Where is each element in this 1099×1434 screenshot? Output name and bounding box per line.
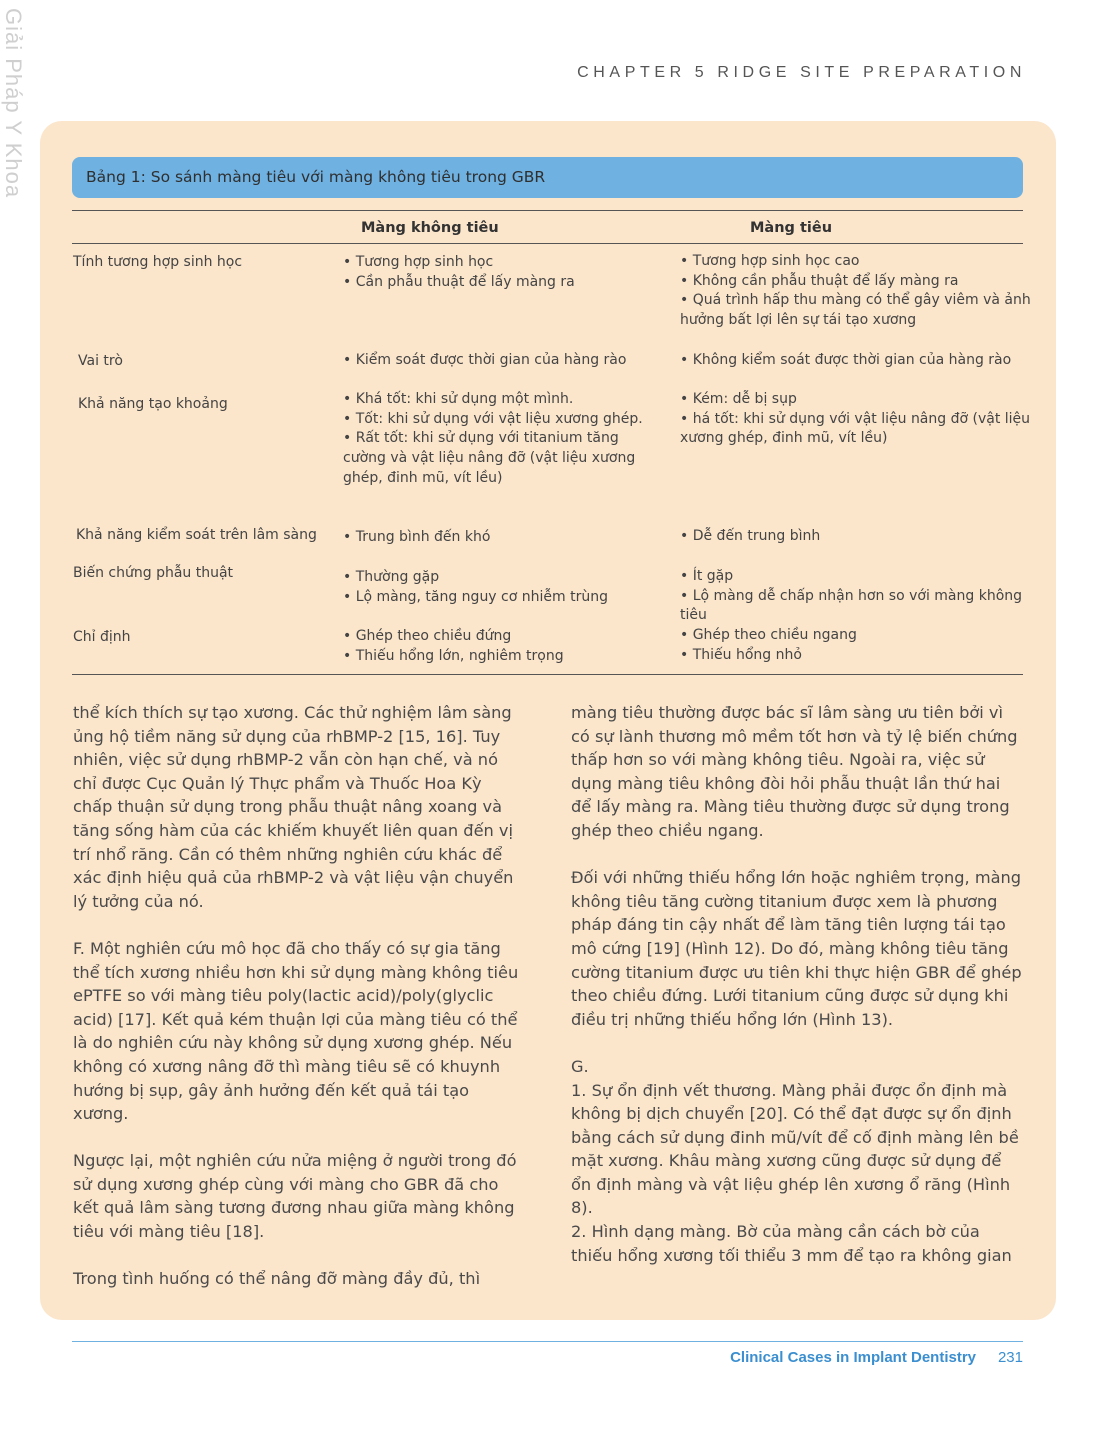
list-item: • Cần phẫu thuật để lấy màng ra: [343, 273, 575, 290]
row-clinical-handling-nonresorbable: [343, 528, 663, 548]
row-biocompatibility-resorbable: [680, 252, 1035, 331]
row-label-clinical-handling: Khả năng kiểm soát trên lâm sàng: [76, 527, 317, 543]
row-complications-resorbable: [680, 567, 1035, 626]
footer-rule: [72, 1341, 1023, 1342]
list-item: • Tương hợp sinh học: [343, 254, 494, 270]
list-item: • Quá trình hấp thu màng có thể gây viêm và ảnh hưởng bất lợi lên sự tái tạo xương: [680, 292, 1031, 329]
table-caption: Bảng 1: So sánh màng tiêu với màng không tiêu trong GBR: [86, 168, 546, 186]
row-label-biocompatibility: Tính tương hợp sinh học: [73, 254, 243, 270]
row-label-indication: Chỉ định: [73, 629, 131, 645]
body-paragraph: G.: [571, 1056, 589, 1076]
watermark-text: Giải Pháp Y Khoa: [1, 8, 26, 199]
list-item: • Kém: dễ bị sụp: [680, 391, 797, 407]
body-paragraph: Trong tình huống có thể nâng đỡ màng đầy đủ, thì: [73, 1269, 481, 1289]
running-head: CHAPTER 5 RIDGE SITE PREPARATION: [577, 64, 1026, 81]
row-complications-nonresorbable: [343, 568, 663, 607]
table-header-rule: [72, 243, 1023, 244]
list-item: • Ít gặp: [680, 568, 734, 584]
list-item: • Không cần phẫu thuật để lấy màng ra: [680, 272, 959, 289]
list-item: • Kiểm soát được thời gian của hàng rào: [343, 352, 627, 368]
row-label-role: Vai trò: [78, 353, 123, 369]
list-item: • Dễ đến trung bình: [680, 528, 821, 544]
body-paragraph: màng tiêu thường được bác sĩ lâm sàng ưu tiên bởi vì có sự lành thương mô mềm tốt hơn và tỷ lệ biến chứng thấp hơn so với màng không tiêu. Ngoài ra, việc sử dụng màng tiêu không đòi hỏi phẫu thuật lần thứ hai để lấy màng ra. Màng tiêu thường được sử dụng trong ghép theo chiều ngang.: [571, 703, 1018, 840]
body-column-right: [571, 701, 1023, 1267]
list-item: • Tốt: khi sử dụng với vật liệu xương ghép.: [343, 410, 643, 427]
list-item: • Thiếu hổng nhỏ: [680, 646, 802, 663]
list-item: • Trung bình đến khó: [343, 529, 491, 545]
body-paragraph: 1. Sự ổn định vết thương. Màng phải được ổn định mà không bị dịch chuyển [20]. Có thể đạt được sự ổn định bằng cách sử dụng đinh mũ/vít để cố định màng lên bề mặt xương. Khâu màng xương cũng được sử dụng để ổn định màng và vật liệu ghép lên xương ổ răng (Hình 8).: [571, 1080, 1019, 1218]
list-item: • Khá tốt: khi sử dụng một mình.: [343, 391, 574, 407]
row-biocompatibility-nonresorbable: [343, 253, 663, 292]
row-role-resorbable: [680, 351, 1035, 371]
row-space-making-nonresorbable: [343, 390, 663, 489]
list-item: • Thiếu hổng lớn, nghiêm trọng: [343, 647, 564, 664]
list-item: • há tốt: khi sử dụng với vật liệu nâng đỡ (vật liệu xương ghép, đinh mũ, vít lều): [680, 410, 1031, 447]
row-role-nonresorbable: [343, 351, 663, 371]
footer-book-title: Clinical Cases in Implant Dentistry: [730, 1349, 976, 1366]
body-paragraph: thể kích thích sự tạo xương. Các thử nghiệm lâm sàng ủng hộ tiềm năng sử dụng của rhBMP-2 [15, 16]. Tuy nhiên, việc sử dụng rhBMP-2 vẫn còn hạn chế, và nó chỉ được Cục Quản lý Thực phẩm và Thuốc Hoa Kỳ chấp thuận sử dụng trong phẫu thuật nâng xoang và tăng sống hàm của các khiếm khuyết liên quan đến vị trí nhổ răng. Cần có thêm những nghiên cứu khác để xác định hiệu quả của rhBMP-2 và vật liệu vận chuyển lý tưởng của nó.: [73, 703, 514, 911]
list-item: • Ghép theo chiều đứng: [343, 628, 512, 644]
list-item: • Lộ màng, tăng nguy cơ nhiễm trùng: [343, 588, 608, 605]
row-space-making-resorbable: [680, 390, 1035, 449]
list-item: • Thường gặp: [343, 569, 440, 585]
body-paragraph: F. Một nghiên cứu mô học đã cho thấy có sự gia tăng thể tích xương nhiều hơn khi sử dụng màng không tiêu ePTFE so với màng tiêu poly(lactic acid)/poly(glyclic acid) [17]. Kết quả kém thuận lợi của màng tiêu có thể là do nghiên cứu này không sử dụng xương ghép. Nếu không có xương nâng đỡ thì màng tiêu sẽ có khuynh hướng bị sụp, gây ảnh hưởng đến kết quả tái tạo xương.: [73, 938, 519, 1124]
list-item: • Lộ màng dễ chấp nhận hơn so với màng không tiêu: [680, 587, 1023, 624]
body-paragraph: 2. Hình dạng màng. Bờ của màng cần cách bờ của thiếu hổng xương tối thiểu 3 mm để tạo ra không gian: [571, 1222, 1012, 1265]
row-indication-nonresorbable: [343, 627, 663, 666]
row-clinical-handling-resorbable: [680, 527, 1035, 547]
header-nonresorbable: Màng không tiêu: [361, 220, 499, 236]
row-label-space-making: Khả năng tạo khoảng: [78, 396, 228, 412]
body-paragraph: Ngược lại, một nghiên cứu nửa miệng ở người trong đó sử dụng xương ghép cùng với màng cho GBR đã cho kết quả lâm sàng tương đương nhau giữa màng không tiêu với màng tiêu [18].: [73, 1151, 517, 1242]
header-resorbable: Màng tiêu: [750, 220, 833, 236]
list-item: • Không kiểm soát được thời gian của hàng rào: [680, 352, 1012, 368]
row-label-complications: Biến chứng phẫu thuật: [73, 565, 234, 581]
list-item: • Ghép theo chiều ngang: [680, 627, 857, 643]
page-number: 231: [997, 1349, 1023, 1366]
list-item: • Rất tốt: khi sử dụng với titanium tăng cường và vật liệu nâng đỡ (vật liệu xương ghép, đinh mũ, vít lều): [343, 430, 636, 486]
table-top-rule: [72, 210, 1023, 211]
table-caption-bar: [72, 157, 1023, 198]
table-bottom-rule: [72, 674, 1023, 675]
list-item: • Tương hợp sinh học cao: [680, 253, 860, 269]
body-column-left: [73, 701, 525, 1291]
body-paragraph: Đối với những thiếu hổng lớn hoặc nghiêm trọng, màng không tiêu tăng cường titanium được xem là phương pháp đáng tin cậy nhất để làm tăng tiên lượng tái tạo mô cứng [19] (Hình 12). Do đó, màng không tiêu tăng cường titanium được ưu tiên khi thực hiện GBR để ghép theo chiều đứng. Lưới titanium cũng được sử dụng khi điều trị những thiếu hổng lớn (Hình 13).: [571, 868, 1022, 1029]
row-indication-resorbable: [680, 626, 1035, 665]
